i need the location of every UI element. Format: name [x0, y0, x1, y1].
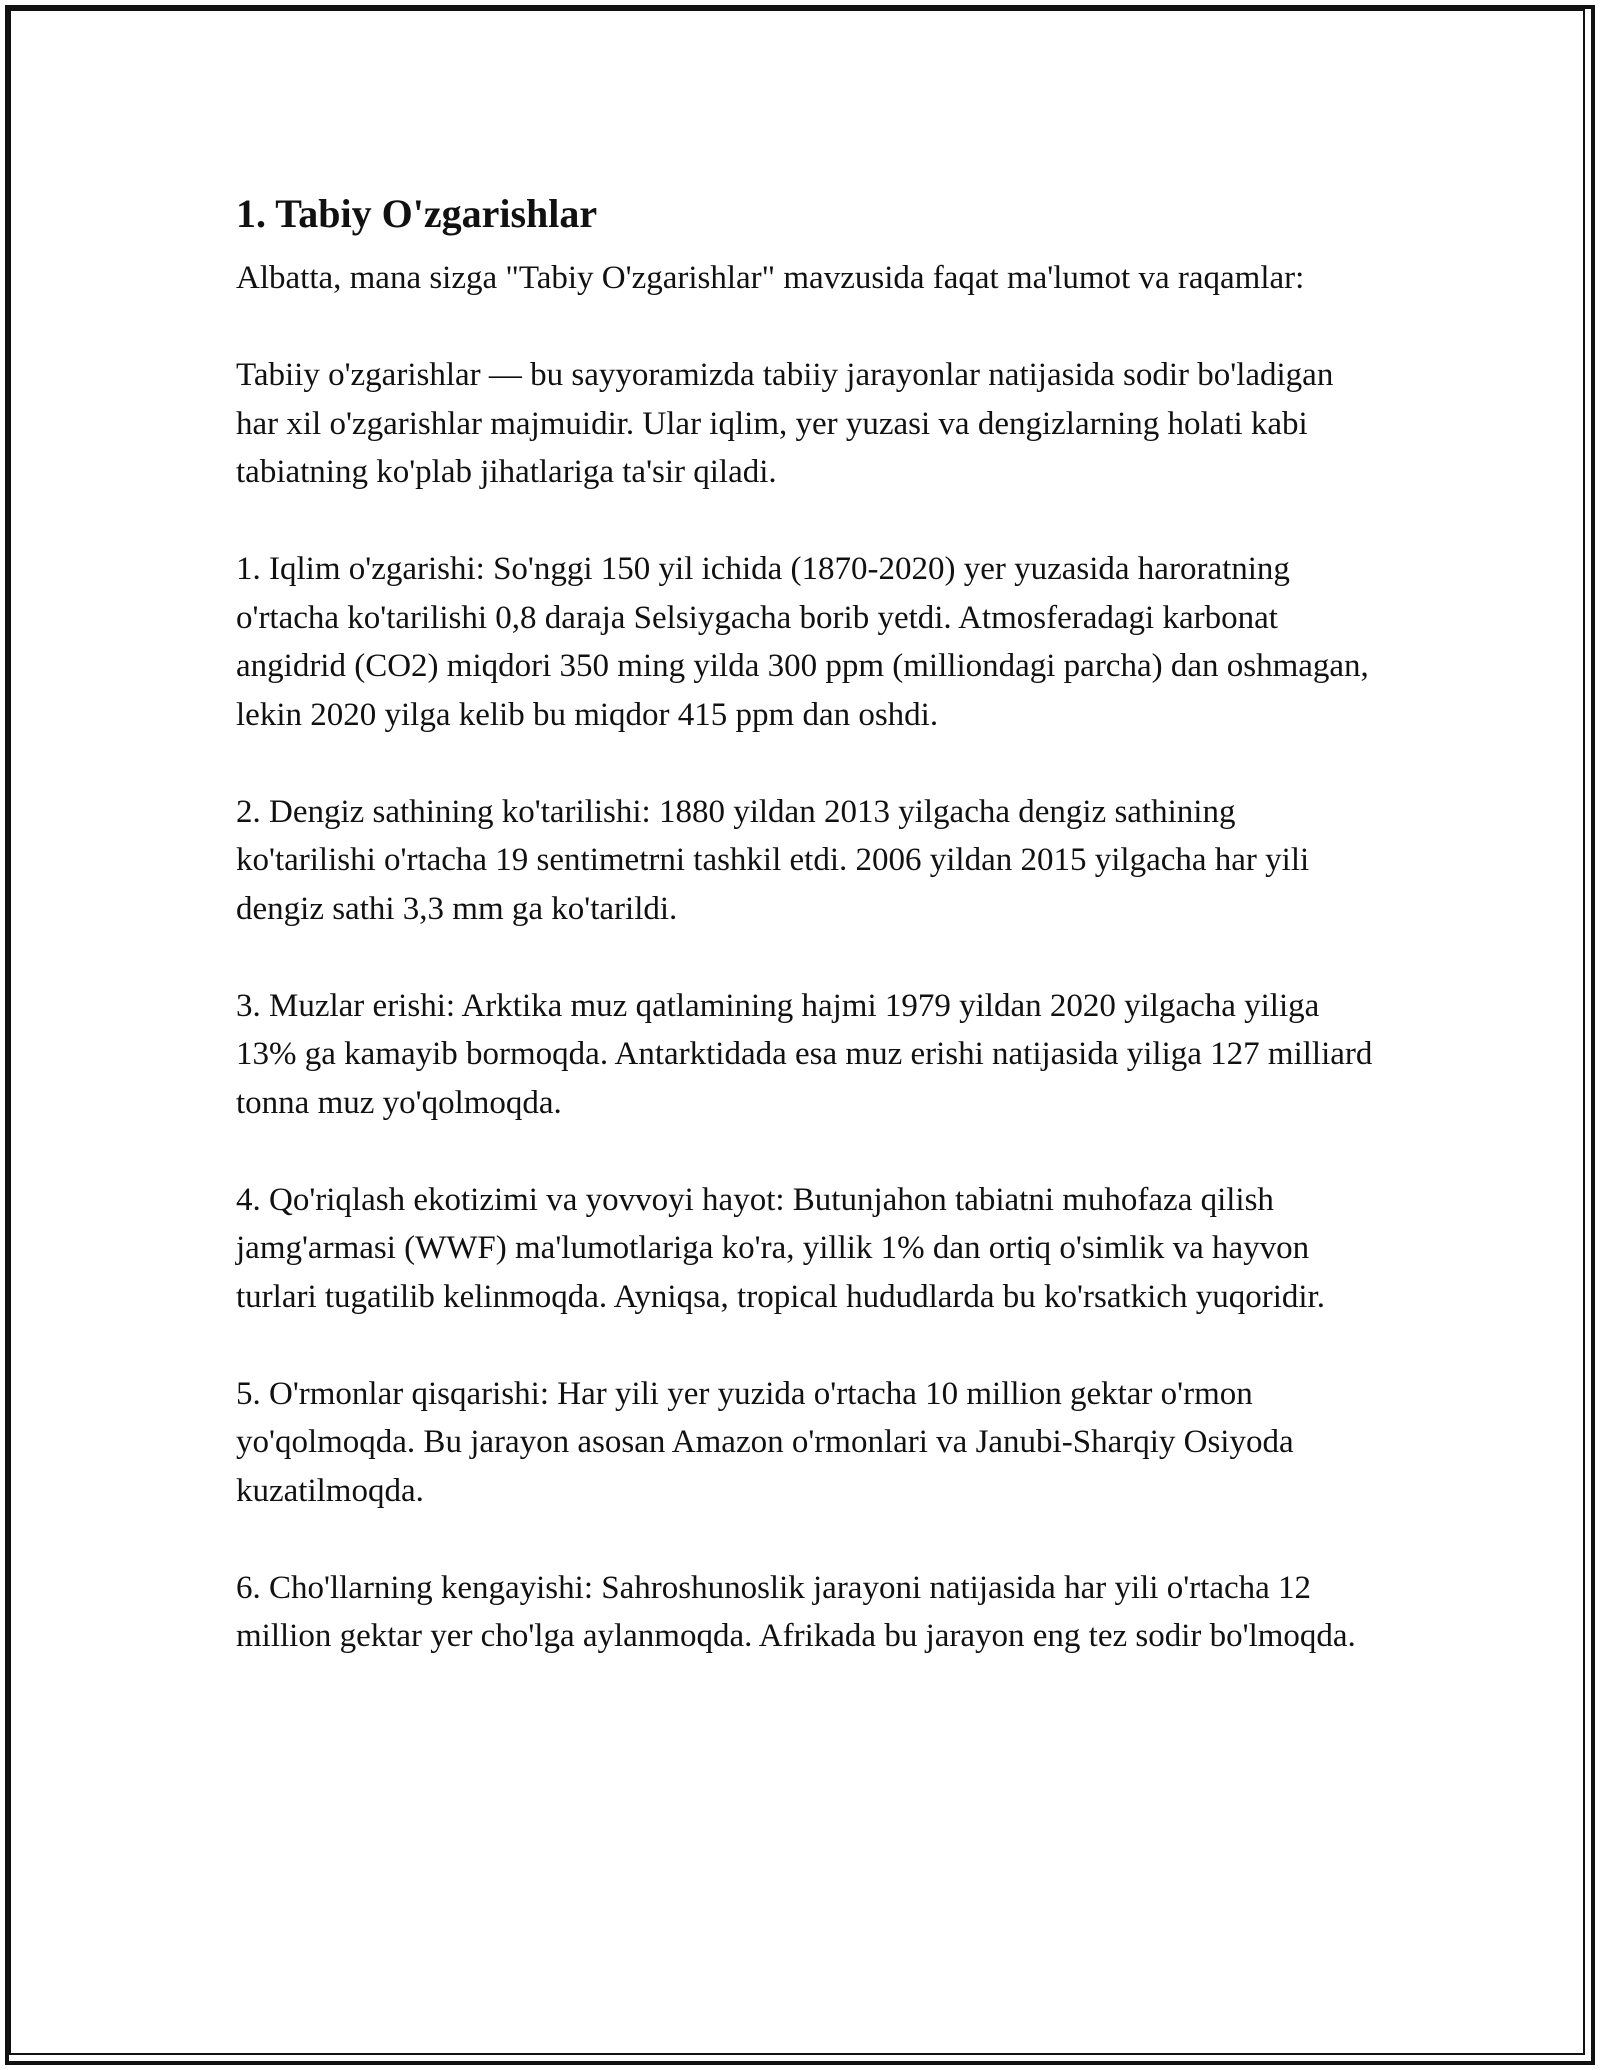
ice-melting-paragraph: 3. Muzlar erishi: Arktika muz qatlamining hajmi 1979 yildan 2020 yilgacha yiliga 13% ga kamayib bormoqda. Antarktidada esa muz erishi natijasida yiliga 127 milliard tonna muz yo'qolmoqda.	[236, 987, 1373, 1121]
ecosystem-paragraph: 4. Qo'riqlash ekotizimi va yovvoyi hayot: Butunjahon tabiatni muhofaza qilish jamg'armasi (WWF) ma'lumotlariga ko'ra, yillik 1% dan ortiq o'simlik va hayvon turlari tugatilib kelinmoqda. Ayniqsa, tropical hududlarda bu ko'rsatkich yuqoridir.	[236, 1181, 1325, 1315]
forest-loss-paragraph: 5. O'rmonlar qisqarishi: Har yili yer yuzida o'rtacha 10 million gektar o'rmon yo'qolmoqda. Bu jarayon asosan Amazon o'rmonlari va Janubi-Sharqiy Osiyoda kuzatilmoqda.	[236, 1375, 1294, 1509]
sea-level-paragraph: 2. Dengiz sathining ko'tarilishi: 1880 yildan 2013 yilgacha dengiz sathining ko'tarilishi o'rtacha 19 sentimetrni tashkil etdi. 2006 yildan 2015 yilgacha har yili dengiz sathi 3,3 mm ga ko'tarildi.	[236, 793, 1310, 927]
definition-paragraph: Tabiiy o'zgarishlar — bu sayyoramizda tabiiy jarayonlar natijasida sodir bo'ladigan har xil o'zgarishlar majmuidir. Ular iqlim, yer yuzasi va dengizlarning holati kabi tabiatning ko'plab jihatlariga ta'sir qiladi.	[236, 357, 1334, 490]
desertification-paragraph: 6. Cho'llarning kengayishi: Sahroshunoslik jarayoni natijasida har yili o'rtacha 12 million gektar yer cho'lga aylanmoqda. Afrikada bu jarayon eng tez sodir bo'lmoqda.	[236, 1569, 1356, 1654]
climate-change-paragraph: 1. Iqlim o'zgarishi: So'nggi 150 yil ichida (1870-2020) yer yuzasida haroratning o'rtacha ko'tarilishi 0,8 daraja Selsiygacha borib yetdi. Atmosferadagi karbonat angidrid (CO2) miqdori 350 ming yilda 300 ppm (milliondagi parcha) dan oshmagan, lekin 2020 yilga kelib bu miqdor 415 ppm dan oshdi.	[236, 551, 1369, 733]
intro-paragraph: Albatta, mana sizga "Tabiy O'zgarishlar" mavzusida faqat ma'lumot va raqamlar:	[236, 260, 1305, 296]
document-title: 1. Tabiy O'zgarishlar	[236, 191, 598, 236]
document-body	[236, 182, 1376, 1709]
